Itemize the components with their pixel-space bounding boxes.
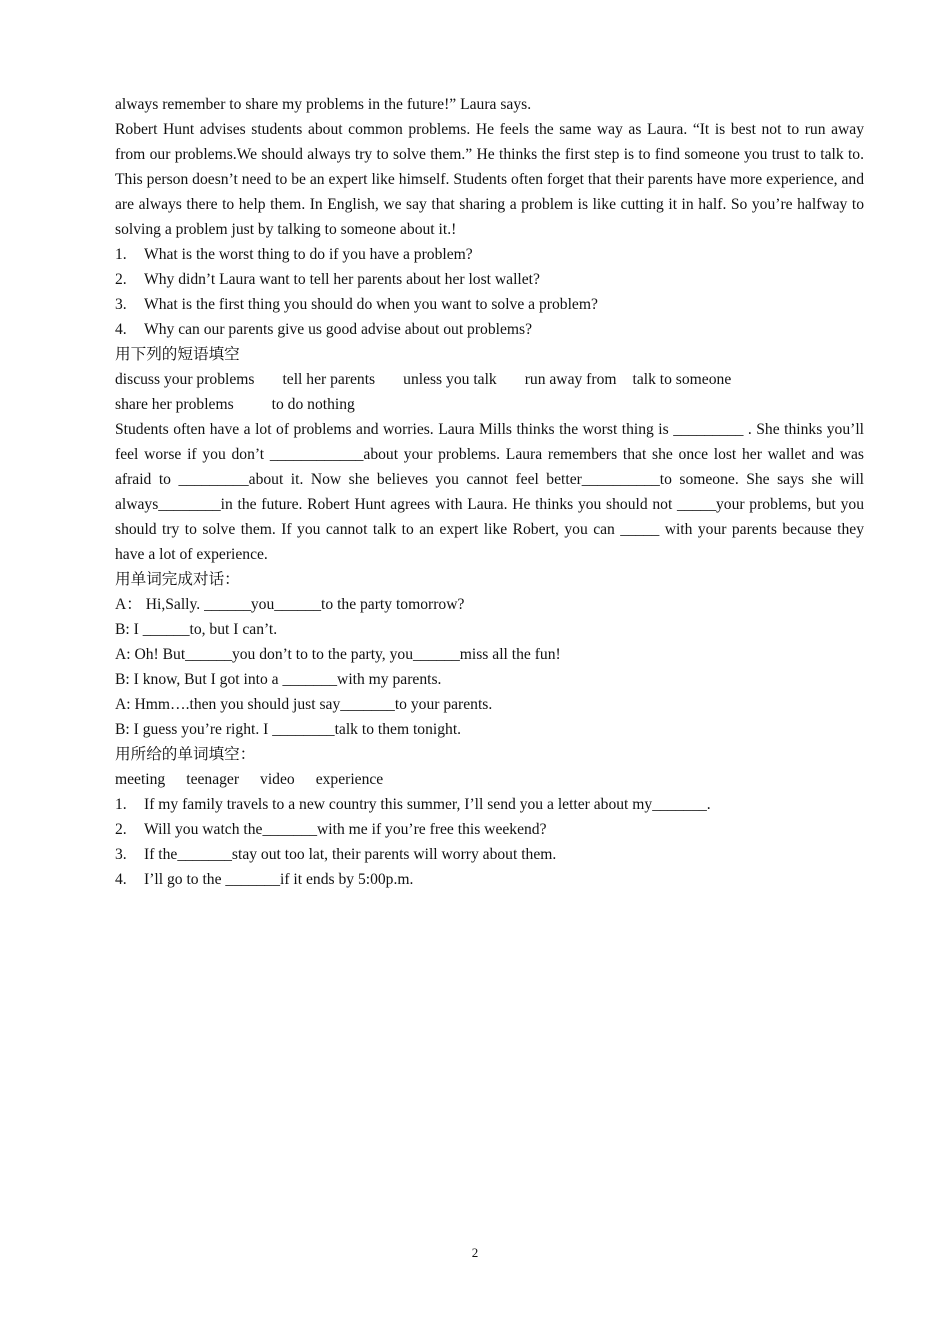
dialogue-line: B: I guess you’re right. I ________talk to them tonight. [115,721,462,738]
exercise-item [115,817,864,842]
document-page [115,92,864,892]
word-bank [115,767,864,792]
word-option: meeting [115,771,166,788]
question-number: 4. [115,321,127,338]
exercise-text: Will you watch the_______with me if you’re free this weekend? [144,821,547,838]
phrase-bank-row [115,392,864,417]
dialogue-line: A: Hmm….then you should just say_______to your parents. [115,696,493,713]
exercise-item [115,842,864,867]
phrase-option: talk to someone [632,371,732,388]
question-item [115,267,864,292]
exercise-number: 1. [115,796,127,813]
exercise-item [115,867,864,892]
question-number: 3. [115,296,127,313]
phrase-bank-row [115,367,864,392]
word-option: teenager [186,771,240,788]
question-item [115,242,864,267]
question-text: What is the first thing you should do when you want to solve a problem? [144,296,598,313]
exercise-item [115,792,864,817]
question-number: 2. [115,271,127,288]
exercise-number: 3. [115,846,127,863]
exercise-number: 2. [115,821,127,838]
phrase-option: to do nothing [271,396,355,413]
question-item [115,292,864,317]
exercise-number: 4. [115,871,127,888]
phrase-option: run away from [524,371,617,388]
question-number: 1. [115,246,127,263]
cloze-paragraph: Students often have a lot of problems and worries. Laura Mills thinks the worst thing is _________ . She thinks you’ll feel worse if you don’t ____________about your problems. Laura remembers that she once lost her wallet and was afraid to _________about it. Now she believes you cannot feel better__________to someone. She says she will always________in the future. Robert Hunt agrees with Laura. He thinks you should not _____your problems, but you should try to solve them. If you cannot talk to an expert like Robert, you can _____ with your parents because they have a lot of experience. [115,421,864,563]
dialogue-line: B: I know, But I got into a _______with my parents. [115,671,442,688]
dialogue-line: A: Oh! But______you don’t to to the party, you______miss all the fun! [115,646,561,663]
question-text: Why didn’t Laura want to tell her parents about her lost wallet? [144,271,540,288]
question-item [115,317,864,342]
question-text: What is the worst thing to do if you have a problem? [144,246,473,263]
question-text: Why can our parents give us good advise about out problems? [144,321,533,338]
dialogue-heading: 用单词完成对话： [115,571,240,588]
word-option: experience [315,771,384,788]
dialogue-line: A： Hi,Sally. ______you______to the party tomorrow? [115,596,465,613]
passage-first-line: always remember to share my problems in the future!” Laura says. [115,96,532,113]
phrases-heading: 用下列的短语填空 [115,346,240,363]
page-number: 2 [471,1245,479,1260]
exercise-text: If my family travels to a new country this summer, I’ll send you a letter about my_______. [144,796,711,813]
phrase-option: unless you talk [403,371,497,388]
words-heading: 用所给的单词填空： [115,746,256,763]
dialogue-line: B: I ______to, but I can’t. [115,621,278,638]
phrase-option: share her problems [115,396,234,413]
phrase-option: tell her parents [282,371,376,388]
exercise-text: If the_______stay out too lat, their parents will worry about them. [144,846,557,863]
passage-paragraph: Robert Hunt advises students about common problems. He feels the same way as Laura. “It is best not to run away from our problems.We should always try to solve them.” He thinks the first step is to find someone you trust to talk to. This person doesn’t need to be an expert like himself. Students often forget that their parents have more experience, and are always there to help them. In English, we say that sharing a problem is like cutting it in half. So you’re halfway to solving a problem just by talking to someone about it.! [115,121,864,238]
exercise-text: I’ll go to the _______if it ends by 5:00p.m. [144,871,414,888]
word-option: video [260,771,295,788]
phrase-option: discuss your problems [115,371,255,388]
